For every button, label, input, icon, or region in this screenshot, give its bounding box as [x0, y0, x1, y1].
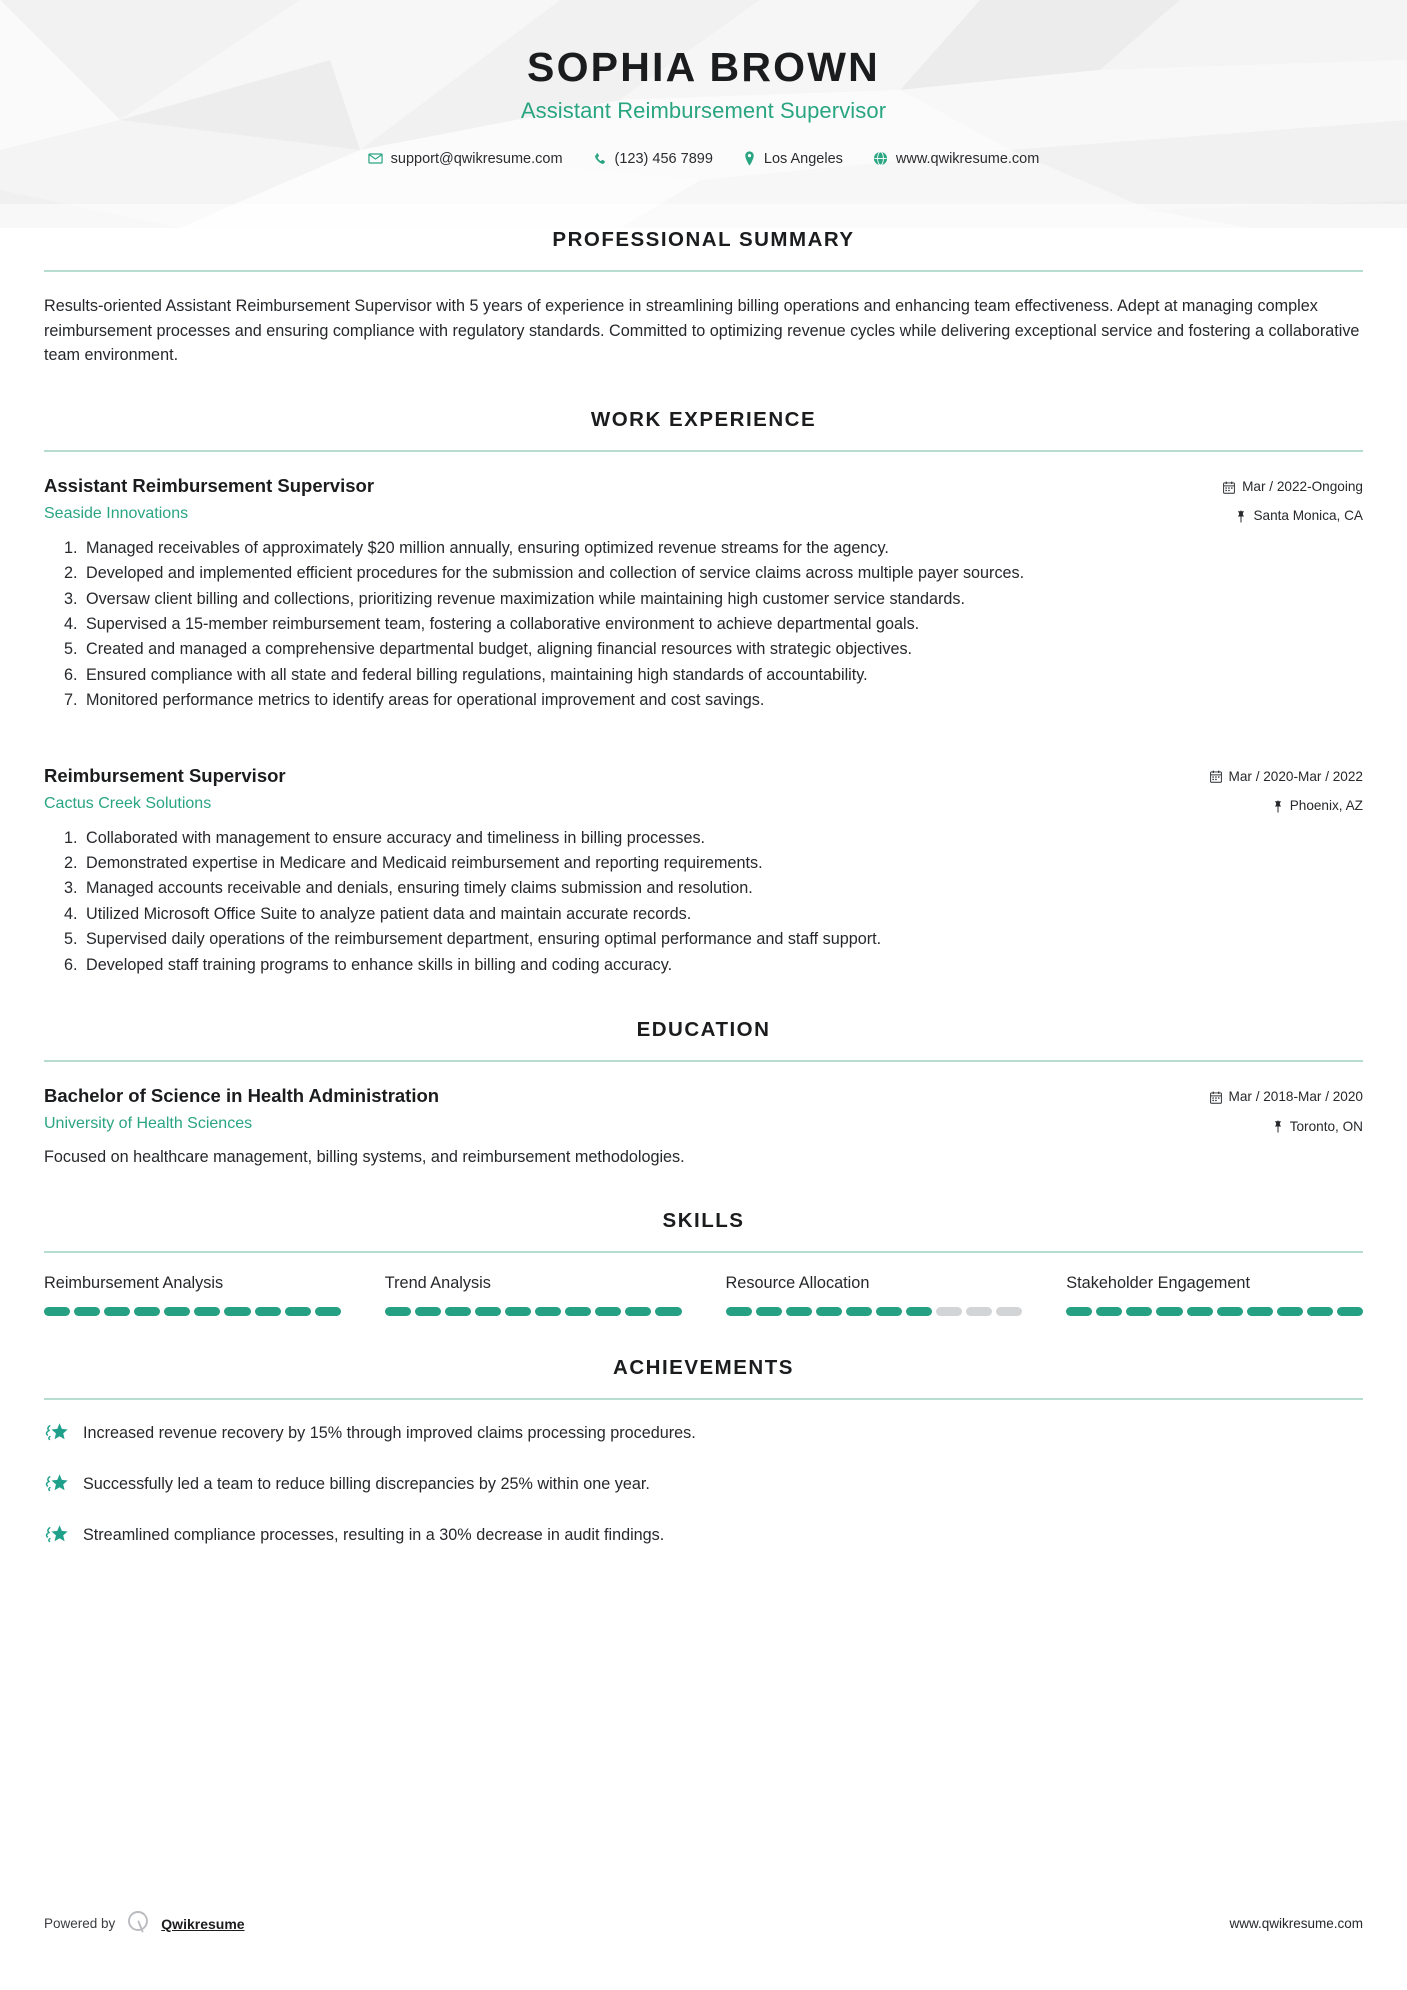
experience-entry [44, 764, 1363, 978]
skill-segment [224, 1307, 250, 1316]
resume-body [0, 228, 1407, 1553]
experience-organization: Seaside Innovations [44, 504, 189, 522]
achievement-text: Increased revenue recovery by 15% through improved claims processing procedures. [83, 1424, 696, 1443]
contact-row [0, 151, 1407, 166]
skill-segment [104, 1307, 130, 1316]
section-title-summary: PROFESSIONAL SUMMARY [552, 228, 855, 251]
section-achievements [44, 1356, 1363, 1553]
skill-segment [475, 1307, 501, 1316]
footer-powered-by-label: Powered by [44, 1916, 116, 1931]
skill-segment [505, 1307, 531, 1316]
skill-segment [655, 1307, 681, 1316]
contact-website[interactable] [873, 151, 1039, 166]
list-item: 3. Managed accounts receivable and denials, ensuring timely claims submission and resolution. [82, 876, 1363, 901]
section-divider [44, 450, 1363, 452]
qwikresume-logo-icon [125, 1909, 151, 1938]
list-item: 6. Ensured compliance with all state and federal billing regulations, maintaining high standards of accountability. [82, 663, 1363, 688]
calendar-icon [1223, 481, 1235, 494]
section-divider [44, 270, 1363, 272]
list-item: 2. Demonstrated expertise in Medicare and Medicaid reimbursement and reporting requirements. [82, 851, 1363, 876]
experience-organization: Cactus Creek Solutions [44, 794, 212, 812]
skill-segment [44, 1307, 70, 1316]
education-location-text: Toronto, ON [1289, 1118, 1363, 1134]
list-item: 1. Managed receivables of approximately $20 million annually, ensuring optimized revenue streams for the agency. [82, 536, 1363, 561]
achievement-item [44, 1522, 1363, 1553]
skill-segment [1337, 1307, 1363, 1316]
achievements-list [44, 1420, 1363, 1553]
list-item: 5. Created and managed a comprehensive departmental budget, aligning financial resources with strategic objectives. [82, 637, 1363, 662]
skill-segment [846, 1307, 872, 1316]
experience-date-text: Mar / 2020-Mar / 2022 [1228, 768, 1363, 784]
skill-segment [816, 1307, 842, 1316]
list-item: 5. Supervised daily operations of the reimbursement department, ensuring optimal performance and staff support. [82, 927, 1363, 952]
skill-segment [1277, 1307, 1303, 1316]
skills-grid [44, 1273, 1363, 1316]
section-professional-summary [44, 228, 1363, 368]
contact-email-text: support@qwikresume.com [390, 150, 563, 167]
skill-item [1066, 1273, 1363, 1316]
experience-date-text: Mar / 2022-Ongoing [1242, 478, 1363, 494]
skill-label: Trend Analysis [384, 1274, 491, 1293]
skill-rating-bar [726, 1307, 1023, 1316]
skill-rating-bar [1066, 1307, 1363, 1316]
experience-date [1223, 477, 1363, 497]
skill-segment [565, 1307, 591, 1316]
experience-bullet-list [44, 536, 1363, 714]
skill-segment [164, 1307, 190, 1316]
calendar-icon [1210, 770, 1222, 783]
qwikresume-link[interactable]: Qwikresume [161, 1915, 245, 1932]
experience-role: Assistant Reimbursement Supervisor [44, 474, 375, 496]
contact-phone[interactable] [593, 151, 713, 166]
skill-segment [996, 1307, 1022, 1316]
list-item: 3. Oversaw client billing and collections, prioritizing revenue maximization while maintaining high customer service standards. [82, 587, 1363, 612]
experience-role: Reimbursement Supervisor [44, 764, 286, 786]
skill-label: Resource Allocation [725, 1274, 870, 1293]
education-date [1210, 1087, 1364, 1107]
shooting-star-icon [44, 1471, 69, 1502]
shooting-star-icon [44, 1420, 69, 1451]
achievement-item [44, 1420, 1363, 1451]
education-degree: Bachelor of Science in Health Administration [44, 1085, 440, 1107]
achievement-text: Successfully led a team to reduce billing discrepancies by 25% within one year. [83, 1475, 650, 1494]
envelope-icon [368, 151, 383, 166]
education-description: Focused on healthcare management, billing systems, and reimbursement methodologies. [44, 1147, 685, 1166]
calendar-icon [1210, 1091, 1222, 1104]
skill-segment [1096, 1307, 1122, 1316]
section-skills [44, 1209, 1363, 1316]
section-divider [44, 1251, 1363, 1253]
skill-segment [1126, 1307, 1152, 1316]
skill-item [726, 1273, 1023, 1316]
list-item: 7. Monitored performance metrics to identify areas for operational improvement and cost savings. [82, 688, 1363, 713]
skill-segment [315, 1307, 341, 1316]
resume-header [0, 0, 1407, 228]
skill-segment [1187, 1307, 1213, 1316]
skill-segment [1217, 1307, 1243, 1316]
section-title-achievements: ACHIEVEMENTS [613, 1356, 794, 1380]
skill-segment [966, 1307, 992, 1316]
skill-segment [625, 1307, 651, 1316]
experience-location-text: Phoenix, AZ [1289, 798, 1363, 814]
map-pin-icon [1236, 510, 1246, 523]
location-pin-icon [743, 151, 756, 166]
footer-powered-by [44, 1909, 245, 1938]
experience-location-text: Santa Monica, CA [1253, 508, 1363, 524]
skill-segment [876, 1307, 902, 1316]
education-date-text: Mar / 2018-Mar / 2020 [1228, 1089, 1363, 1105]
section-divider [44, 1060, 1363, 1062]
skill-item [44, 1273, 341, 1316]
skill-segment [415, 1307, 441, 1316]
section-title-education: EDUCATION [636, 1018, 771, 1042]
map-pin-icon [1273, 800, 1283, 813]
shooting-star-icon [44, 1522, 69, 1553]
skill-segment [385, 1307, 411, 1316]
skill-segment [595, 1307, 621, 1316]
skill-segment [535, 1307, 561, 1316]
page-footer [44, 1909, 1363, 1938]
skill-item [385, 1273, 682, 1316]
skill-segment [906, 1307, 932, 1316]
skill-segment [134, 1307, 160, 1316]
skill-rating-bar [44, 1307, 341, 1316]
section-title-experience: WORK EXPERIENCE [590, 407, 817, 431]
phone-icon [593, 152, 607, 166]
skill-segment [1156, 1307, 1182, 1316]
summary-text: Results-oriented Assistant Reimbursement Supervisor with 5 years of experience in streamlining billing operations and enhancing team effectiveness. Adept at managing complex reimbursement processes and ensuring compliance with regulatory standards. Committed to optimizing revenue cycles while delivering exceptional service and fostering a collaborative team environment. [44, 297, 1360, 365]
section-title-skills: SKILLS [662, 1209, 745, 1233]
candidate-job-title: Assistant Reimbursement Supervisor [520, 98, 887, 124]
contact-email[interactable] [368, 151, 563, 166]
achievement-text: Streamlined compliance processes, resulting in a 30% decrease in audit findings. [83, 1526, 665, 1545]
list-item: 1. Collaborated with management to ensure accuracy and timeliness in billing processes. [82, 826, 1363, 851]
contact-phone-text: (123) 456 7899 [614, 150, 713, 167]
experience-bullet-list [44, 826, 1363, 979]
education-entry [44, 1084, 1363, 1169]
achievement-item [44, 1471, 1363, 1502]
section-education [44, 1018, 1363, 1169]
skill-segment [1307, 1307, 1333, 1316]
skill-segment [1247, 1307, 1273, 1316]
list-item: 2. Developed and implemented efficient procedures for the submission and collection of service claims across multiple payer sources. [82, 561, 1363, 586]
skill-segment [726, 1307, 752, 1316]
skill-segment [194, 1307, 220, 1316]
list-item: 6. Developed staff training programs to enhance skills in billing and coding accuracy. [82, 953, 1363, 978]
section-work-experience [44, 408, 1363, 978]
experience-entry [44, 474, 1363, 714]
skill-segment [1066, 1307, 1092, 1316]
contact-location-text: Los Angeles [763, 150, 843, 167]
contact-website-text: www.qwikresume.com [895, 150, 1040, 167]
footer-website: www.qwikresume.com [1229, 1916, 1363, 1931]
list-item: 4. Utilized Microsoft Office Suite to analyze patient data and maintain accurate records. [82, 902, 1363, 927]
skill-segment [786, 1307, 812, 1316]
skill-segment [255, 1307, 281, 1316]
list-item: 4. Supervised a 15-member reimbursement team, fostering a collaborative environment to achieve departmental goals. [82, 612, 1363, 637]
skill-rating-bar [385, 1307, 682, 1316]
skill-segment [936, 1307, 962, 1316]
section-divider [44, 1398, 1363, 1400]
skill-segment [74, 1307, 100, 1316]
skill-segment [756, 1307, 782, 1316]
skill-segment [445, 1307, 471, 1316]
contact-location [743, 151, 843, 166]
education-location [1210, 1117, 1364, 1137]
experience-location [1210, 796, 1364, 816]
skill-label: Reimbursement Analysis [44, 1274, 224, 1293]
experience-date [1210, 767, 1364, 787]
skill-label: Stakeholder Engagement [1066, 1274, 1250, 1293]
experience-location [1223, 506, 1363, 526]
globe-icon [873, 151, 888, 166]
candidate-name: SOPHIA BROWN [527, 44, 880, 90]
map-pin-icon [1273, 1120, 1283, 1133]
education-institution: University of Health Sciences [44, 1115, 253, 1133]
skill-segment [285, 1307, 311, 1316]
